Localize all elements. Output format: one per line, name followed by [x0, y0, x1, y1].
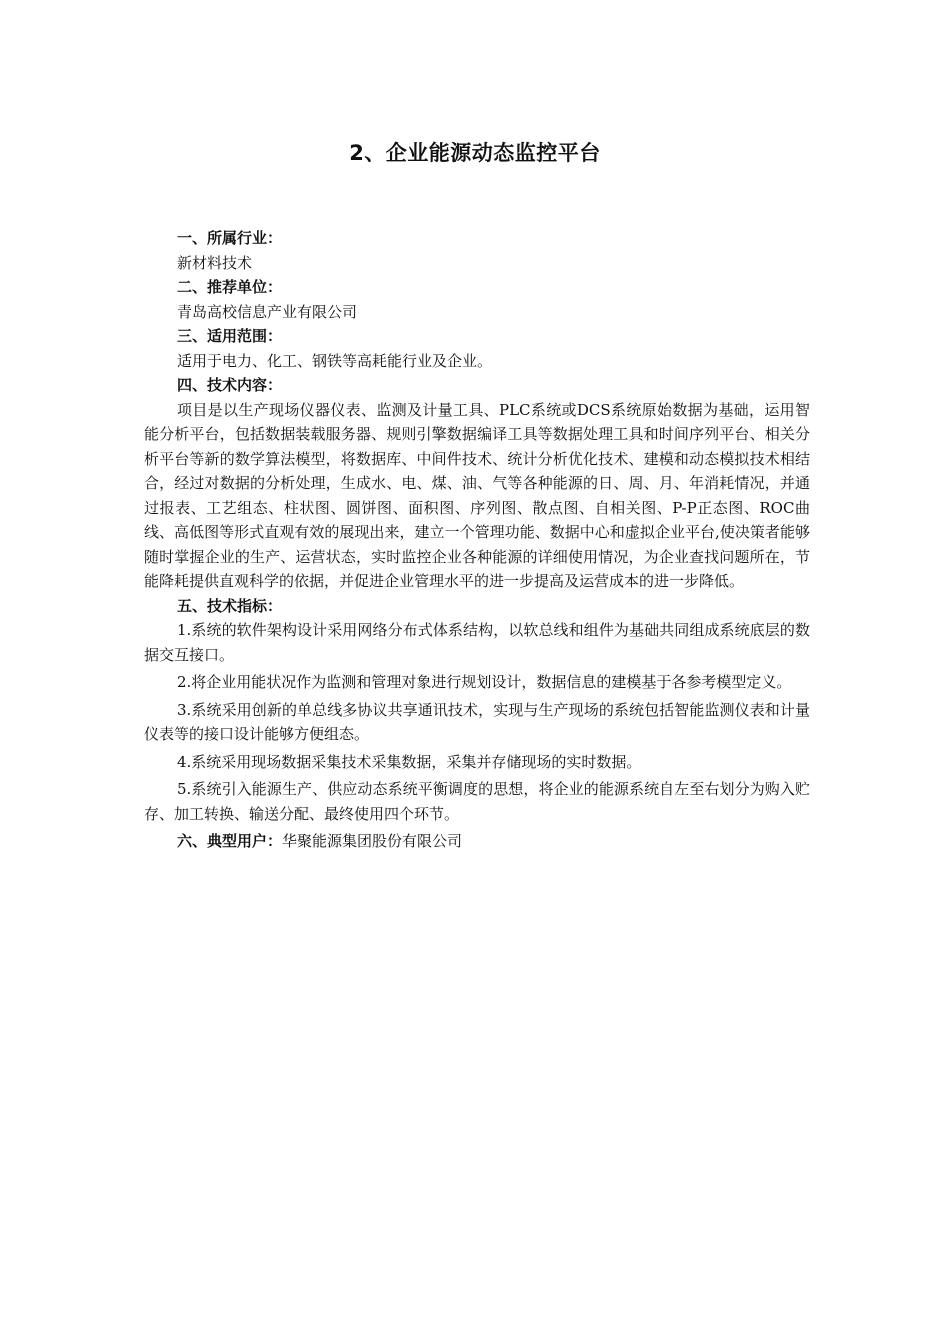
users-heading: 六、典型用户： — [177, 832, 283, 850]
recommender-heading: 二、推荐单位： — [177, 278, 283, 296]
industry-heading: 一、所属行业： — [177, 229, 283, 247]
scope-heading: 三、适用范围： — [177, 327, 283, 345]
users-line — [144, 829, 810, 854]
recommender-value: 青岛高校信息产业有限公司 — [177, 302, 358, 321]
indicator-item: 3.系统采用创新的单总线多协议共享通讯技术，实现与生产现场的系统包括智能监测仪表和计量仪表等的接口设计能够方便组态。 — [144, 700, 810, 743]
users-value: 华聚能源集团股份有限公司 — [282, 832, 463, 850]
content-heading: 四、技术内容： — [177, 376, 283, 394]
document-title: 2、企业能源动态监控平台 — [349, 141, 601, 165]
indicators-heading: 五、技术指标： — [177, 596, 283, 615]
indicator-item: 5.系统引入能源生产、供应动态系统平衡调度的思想，将企业的能源系统自左至右划分为购入贮存、加工转换、输送分配、最终使用四个环节。 — [144, 780, 810, 823]
document-body — [144, 226, 810, 854]
industry-value: 新材料技术 — [177, 253, 253, 272]
scope-value: 适用于电力、化工、钢铁等高耗能行业及企业。 — [177, 351, 493, 370]
indicator-item: 4.系统采用现场数据采集技术采集数据，采集并存储现场的实时数据。 — [177, 752, 642, 771]
indicator-item: 2.将企业用能状况作为监测和管理对象进行规划设计，数据信息的建模基于各参考模型定义。 — [177, 673, 792, 691]
content-paragraph: 项目是以生产现场仪器仪表、监测及计量工具、PLC系统或DCS系统原始数据为基础，运用智能分析平台，包括数据装载服务器、规则引擎数据编译工具等数据处理工具和时间序列平台、相关分析平台等新的数学算法模型，将数据库、中间件技术、统计分析优化技术、建模和动态模拟技术相结合，经过对数据的分析处理，生成水、电、煤、油、气等各种能源的日、周、月、年消耗情况，并通过报表、工艺组态、柱状图、圆饼图、面积图、序列图、散点图、自相关图、P-P正态图、ROC曲线、高低图等形式直观有效的展现出来，建立一个管理功能、数据中心和虚拟企业平台,使决策者能够随时掌握企业的生产、运营状态，实时监控企业各种能源的详细使用情况，为企业查找问题所在，节能降耗提供直观科学的依据，并促进企业管理水平的进一步提高及运营成本的进一步降低。 — [144, 400, 810, 590]
indicator-item: 1.系统的软件架构设计采用网络分布式体系结构，以软总线和组件为基础共同组成系统底层的数据交互接口。 — [144, 621, 810, 664]
